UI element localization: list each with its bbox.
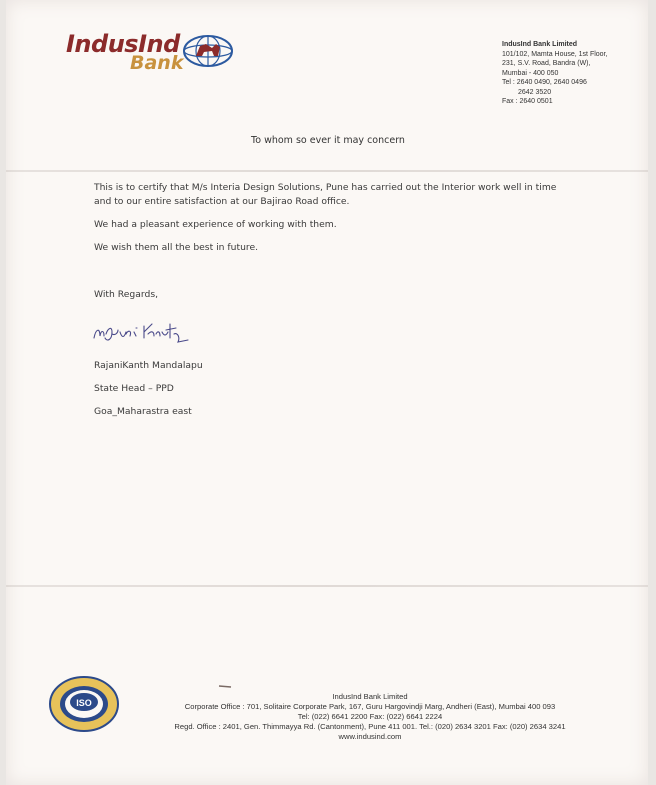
footer-corporate-tel: Tel: (022) 6641 2200 Fax: (022) 6641 2224 [297, 712, 443, 721]
footer-company: IndusInd Bank Limited [332, 692, 408, 701]
footer-corporate-office: Corporate Office : 701, Solitaire Corporate Park, 167, Guru Hargovindji Marg, Andheri (East), Mumbai 400 093 [184, 702, 556, 711]
paragraph-line: This is to certify that M/s Interia Design Solutions, Pune has carried out the Interior work well in time [94, 182, 557, 193]
paper-fold [6, 170, 648, 172]
globe-horse-icon [182, 34, 234, 68]
signer-name: RajaniKanth Mandalapu [94, 360, 203, 371]
paragraph: We wish them all the best in future. [94, 242, 259, 253]
address-line: 101/102, Mamta House, 1st Floor, [502, 50, 608, 58]
address-fax: Fax : 2640 0501 [502, 98, 553, 105]
letter-subject: To whom so ever it may concern [251, 135, 405, 146]
address-line: 231, S.V. Road, Bandra (W), [502, 60, 591, 67]
address-tel: Tel : 2640 0490, 2640 0496 [502, 79, 587, 86]
letterhead-footer [150, 692, 590, 742]
signer-title: State Head – PPD [94, 383, 174, 394]
seal-label: ISO [76, 698, 92, 708]
paper-fold [6, 585, 648, 587]
paragraph: We had a pleasant experience of working with them. [94, 219, 337, 230]
logo-bank-text: Bank [130, 52, 184, 74]
ink-mark [218, 684, 232, 688]
closing: With Regards, [94, 289, 159, 300]
address-company: IndusInd Bank Limited [502, 41, 578, 48]
footer-registered-office: Regd. Office : 2401, Gen. Thimmayya Rd. (Cantonment), Pune 411 001. Tel.: (020) 2634 3201 Fax: (020) 2634 3241 [174, 722, 566, 731]
paragraph-line: and to our entire satisfaction at our Bajirao Road office. [94, 196, 350, 207]
address-tel: 2642 3520 [518, 88, 552, 96]
footer-website: www.indusind.com [338, 732, 402, 741]
handwritten-signature [92, 318, 202, 352]
branch-address [502, 40, 607, 107]
signer-region: Goa_Maharastra east [94, 406, 192, 417]
logo-brand-text: IndusInd [66, 30, 180, 58]
iso-certification-seal [48, 675, 120, 733]
address-line: Mumbai - 400 050 [502, 69, 559, 77]
